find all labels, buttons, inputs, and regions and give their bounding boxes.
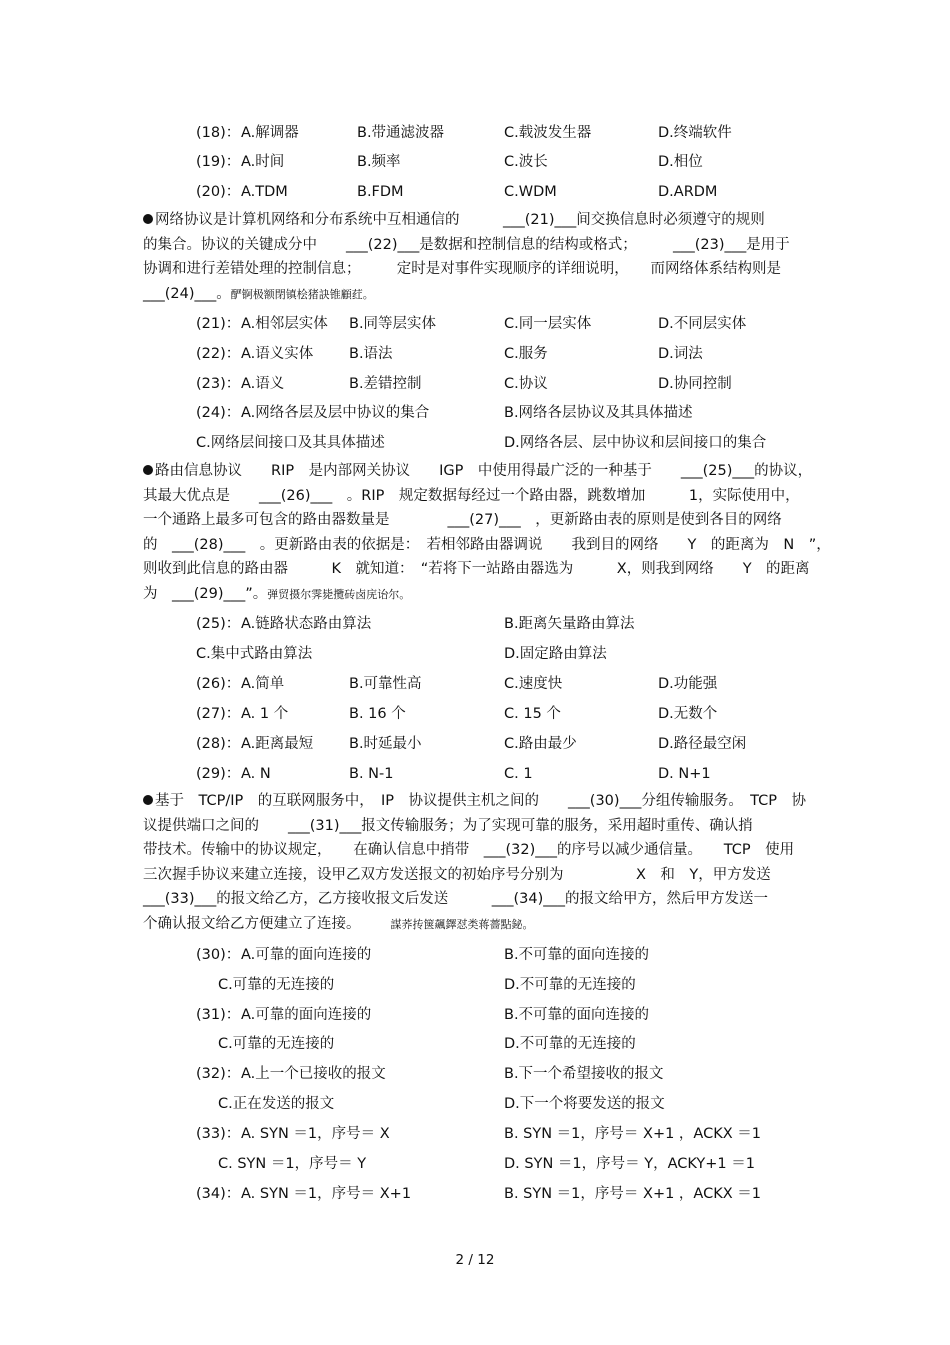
- option-b: B.带通滤波器: [357, 125, 445, 141]
- option-b: B.不可靠的面向连接的: [504, 1007, 650, 1023]
- option-b: B.下一个希望接收的报文: [504, 1066, 664, 1082]
- option-b: B.语法: [349, 346, 393, 362]
- option-d: D.功能强: [658, 676, 718, 692]
- question-paragraph-rip: [143, 460, 831, 607]
- paragraph-line: ___(24)___。: [143, 285, 231, 302]
- option-a: A.语义实体: [241, 346, 314, 362]
- option-c: C. SYN ＝1，序号＝ Y: [218, 1156, 367, 1172]
- question-number: (33)：: [196, 1126, 241, 1142]
- option-d: D.词法: [658, 346, 703, 362]
- option-a: A. N: [241, 766, 271, 782]
- option-c: C. 15 个: [504, 706, 561, 722]
- option-b: B. SYN ＝1，序号＝ X+1 ，ACKX ＝1: [504, 1126, 761, 1142]
- option-d: D.下一个将要发送的报文: [504, 1096, 665, 1112]
- question-number: (32)：: [196, 1066, 241, 1082]
- option-b: B. N-1: [349, 766, 394, 782]
- question-paragraph-network-protocol: [143, 209, 808, 307]
- option-a: A.相邻层实体: [241, 316, 328, 332]
- option-d: D.固定路由算法: [504, 646, 607, 662]
- option-c: C.可靠的无连接的: [218, 977, 335, 993]
- question-number: (25)：: [196, 616, 241, 632]
- option-d: D.不可靠的无连接的: [504, 977, 636, 993]
- noise-text: 謀荞抟箧飆鐸怼类蒋薔點鉍。: [390, 917, 534, 931]
- option-d: D.ARDM: [658, 184, 718, 200]
- option-b: B.距离矢量路由算法: [504, 616, 635, 632]
- option-d: D.不可靠的无连接的: [504, 1036, 636, 1052]
- paragraph-line: 的 ___(28)___ 。更新路由表的依据是： 若相邻路由器调说 我到目的网络 Y 的距离为 N ”，: [143, 536, 831, 553]
- question-paragraph-tcp-ip: [143, 790, 808, 937]
- paragraph-line: 其最大优点是 ___(26)___ 。RIP 规定数据每经过一个路由器，跳数增加 1，实际使用中，: [143, 487, 800, 504]
- paragraph-line: ___(33)___的报文给乙方，乙方接收报文后发送 ___(34)___的报文给甲方，然后甲方发送一: [143, 891, 769, 907]
- question-number: (27)：: [196, 706, 241, 722]
- paragraph-line: 网络协议是计算机网络和分布系统中互相通信的 ___(21)___间交换信息时必须遵守的规则: [155, 212, 765, 228]
- question-number: (31)：: [196, 1007, 241, 1023]
- option-c: C.波长: [504, 154, 548, 170]
- paragraph-line: 协调和进行差错处理的控制信息； 定时是对事件实现顺序的详细说明， 而网络体系结构则是: [143, 261, 781, 277]
- option-d: D. SYN ＝1，序号＝ Y，ACKY+1 ＝1: [504, 1156, 755, 1172]
- option-a: A.距离最短: [241, 736, 314, 752]
- paragraph-line: 三次握手协议来建立连接，设甲乙双方发送报文的初始序号分别为 X 和 Y，甲方发送: [143, 866, 771, 883]
- option-b: B. SYN ＝1，序号＝ X+1 ，ACKX ＝1: [504, 1186, 761, 1202]
- question-number: (20)：: [196, 184, 241, 200]
- option-c: C.集中式路由算法: [196, 646, 313, 662]
- question-number: (23)：: [196, 376, 241, 392]
- question-number: (28)：: [196, 736, 241, 752]
- option-a: A.上一个已接收的报文: [241, 1066, 386, 1082]
- option-d: D.路径最空闲: [658, 736, 747, 752]
- option-b: B. 16 个: [349, 706, 406, 722]
- option-b: B.FDM: [357, 184, 404, 200]
- bullet-icon: [143, 214, 153, 224]
- bullet-icon: [143, 795, 153, 805]
- option-a: A.网络各层及层中协议的集合: [241, 405, 430, 421]
- option-d: D.网络各层、层中协议和层间接口的集合: [504, 435, 767, 451]
- option-b: B.不可靠的面向连接的: [504, 947, 650, 963]
- question-number: (21)：: [196, 316, 241, 332]
- option-c: C.协议: [504, 376, 548, 392]
- option-b: B.网络各层协议及其具体描述: [504, 405, 693, 421]
- option-b: B.可靠性高: [349, 676, 422, 692]
- question-number: (24)：: [196, 405, 241, 421]
- question-number: (34)：: [196, 1186, 241, 1202]
- question-number: (18)：: [196, 125, 241, 141]
- option-d: D.协同控制: [658, 376, 732, 392]
- paragraph-line: 为 ___(29)___”。: [143, 585, 268, 602]
- option-c: C.网络层间接口及其具体描述: [196, 435, 385, 451]
- paragraph-line: 带技术。传输中的协议规定， 在确认信息中捎带 ___(32)___的序号以减少通信量。 TCP 使用: [143, 842, 795, 858]
- paragraph-line: 则收到此信息的路由器 K 就知道： “若将下一站路由器选为 X，则我到网络 Y 的距离: [143, 561, 810, 577]
- question-number: (30)：: [196, 947, 241, 963]
- option-d: D.不同层实体: [658, 316, 747, 332]
- noise-text: 弹贸摄尔霁毙攬砖卤庑诒尔。: [267, 587, 411, 601]
- option-a: A.可靠的面向连接的: [241, 1007, 372, 1023]
- option-c: C.同一层实体: [504, 316, 592, 332]
- option-a: A.链路状态路由算法: [241, 616, 372, 632]
- question-number: (26)：: [196, 676, 241, 692]
- option-a: A.TDM: [241, 184, 288, 200]
- option-c: C.路由最少: [504, 736, 577, 752]
- option-a: A.语义: [241, 376, 285, 392]
- option-b: B.时延最小: [349, 736, 422, 752]
- option-d: D. N+1: [658, 766, 711, 782]
- option-a: A.简单: [241, 676, 285, 692]
- option-c: C.正在发送的报文: [218, 1096, 335, 1112]
- noise-text: 酽锕极额閉镇桧猪訣锥顧荭。: [230, 287, 374, 301]
- option-a: A. SYN ＝1，序号＝ X+1: [241, 1186, 412, 1202]
- question-number: (22)：: [196, 346, 241, 362]
- option-c: C.WDM: [504, 184, 557, 200]
- option-c: C.速度快: [504, 676, 563, 692]
- option-a: A.时间: [241, 154, 285, 170]
- page-number: 2 / 12: [455, 1252, 495, 1268]
- paragraph-line: 的集合。协议的关键成分中 ___(22)___是数据和控制信息的结构或格式； ___(23)___是用于: [143, 236, 790, 253]
- option-c: C.服务: [504, 346, 548, 362]
- option-d: D.无数个: [658, 706, 718, 722]
- question-number: (29)：: [196, 766, 241, 782]
- option-a: A.解调器: [241, 125, 299, 141]
- paragraph-line: 议提供端口之间的 ___(31)___报文传输服务；为了实现可靠的服务，采用超时重传、确认捎: [143, 817, 753, 834]
- option-a: A. 1 个: [241, 706, 289, 722]
- option-c: C.载波发生器: [504, 125, 592, 141]
- bullet-icon: [143, 465, 153, 475]
- option-a: A. SYN ＝1，序号＝ X: [241, 1126, 390, 1142]
- question-number: (19)：: [196, 154, 241, 170]
- option-c: C. 1: [504, 766, 533, 782]
- option-c: C.可靠的无连接的: [218, 1036, 335, 1052]
- option-a: A.可靠的面向连接的: [241, 947, 372, 963]
- paragraph-line: 基于 TCP/IP 的互联网服务中， IP 协议提供主机之间的 ___(30)___分组传输服务。 TCP 协: [155, 793, 806, 809]
- paragraph-line: 个确认报文给乙方便建立了连接。: [143, 915, 361, 932]
- paragraph-line: 一个通路上最多可包含的路由器数量是 ___(27)___ ，更新路由表的原则是使到各目的网络: [143, 512, 782, 528]
- option-d: D.终端软件: [658, 125, 732, 141]
- option-b: B.同等层实体: [349, 316, 437, 332]
- option-b: B.频率: [357, 154, 401, 170]
- option-d: D.相位: [658, 154, 703, 170]
- option-b: B.差错控制: [349, 376, 422, 392]
- paragraph-line: 路由信息协议 RIP 是内部网关协议 IGP 中使用得最广泛的一种基于 ___(25)___的协议，: [155, 463, 813, 479]
